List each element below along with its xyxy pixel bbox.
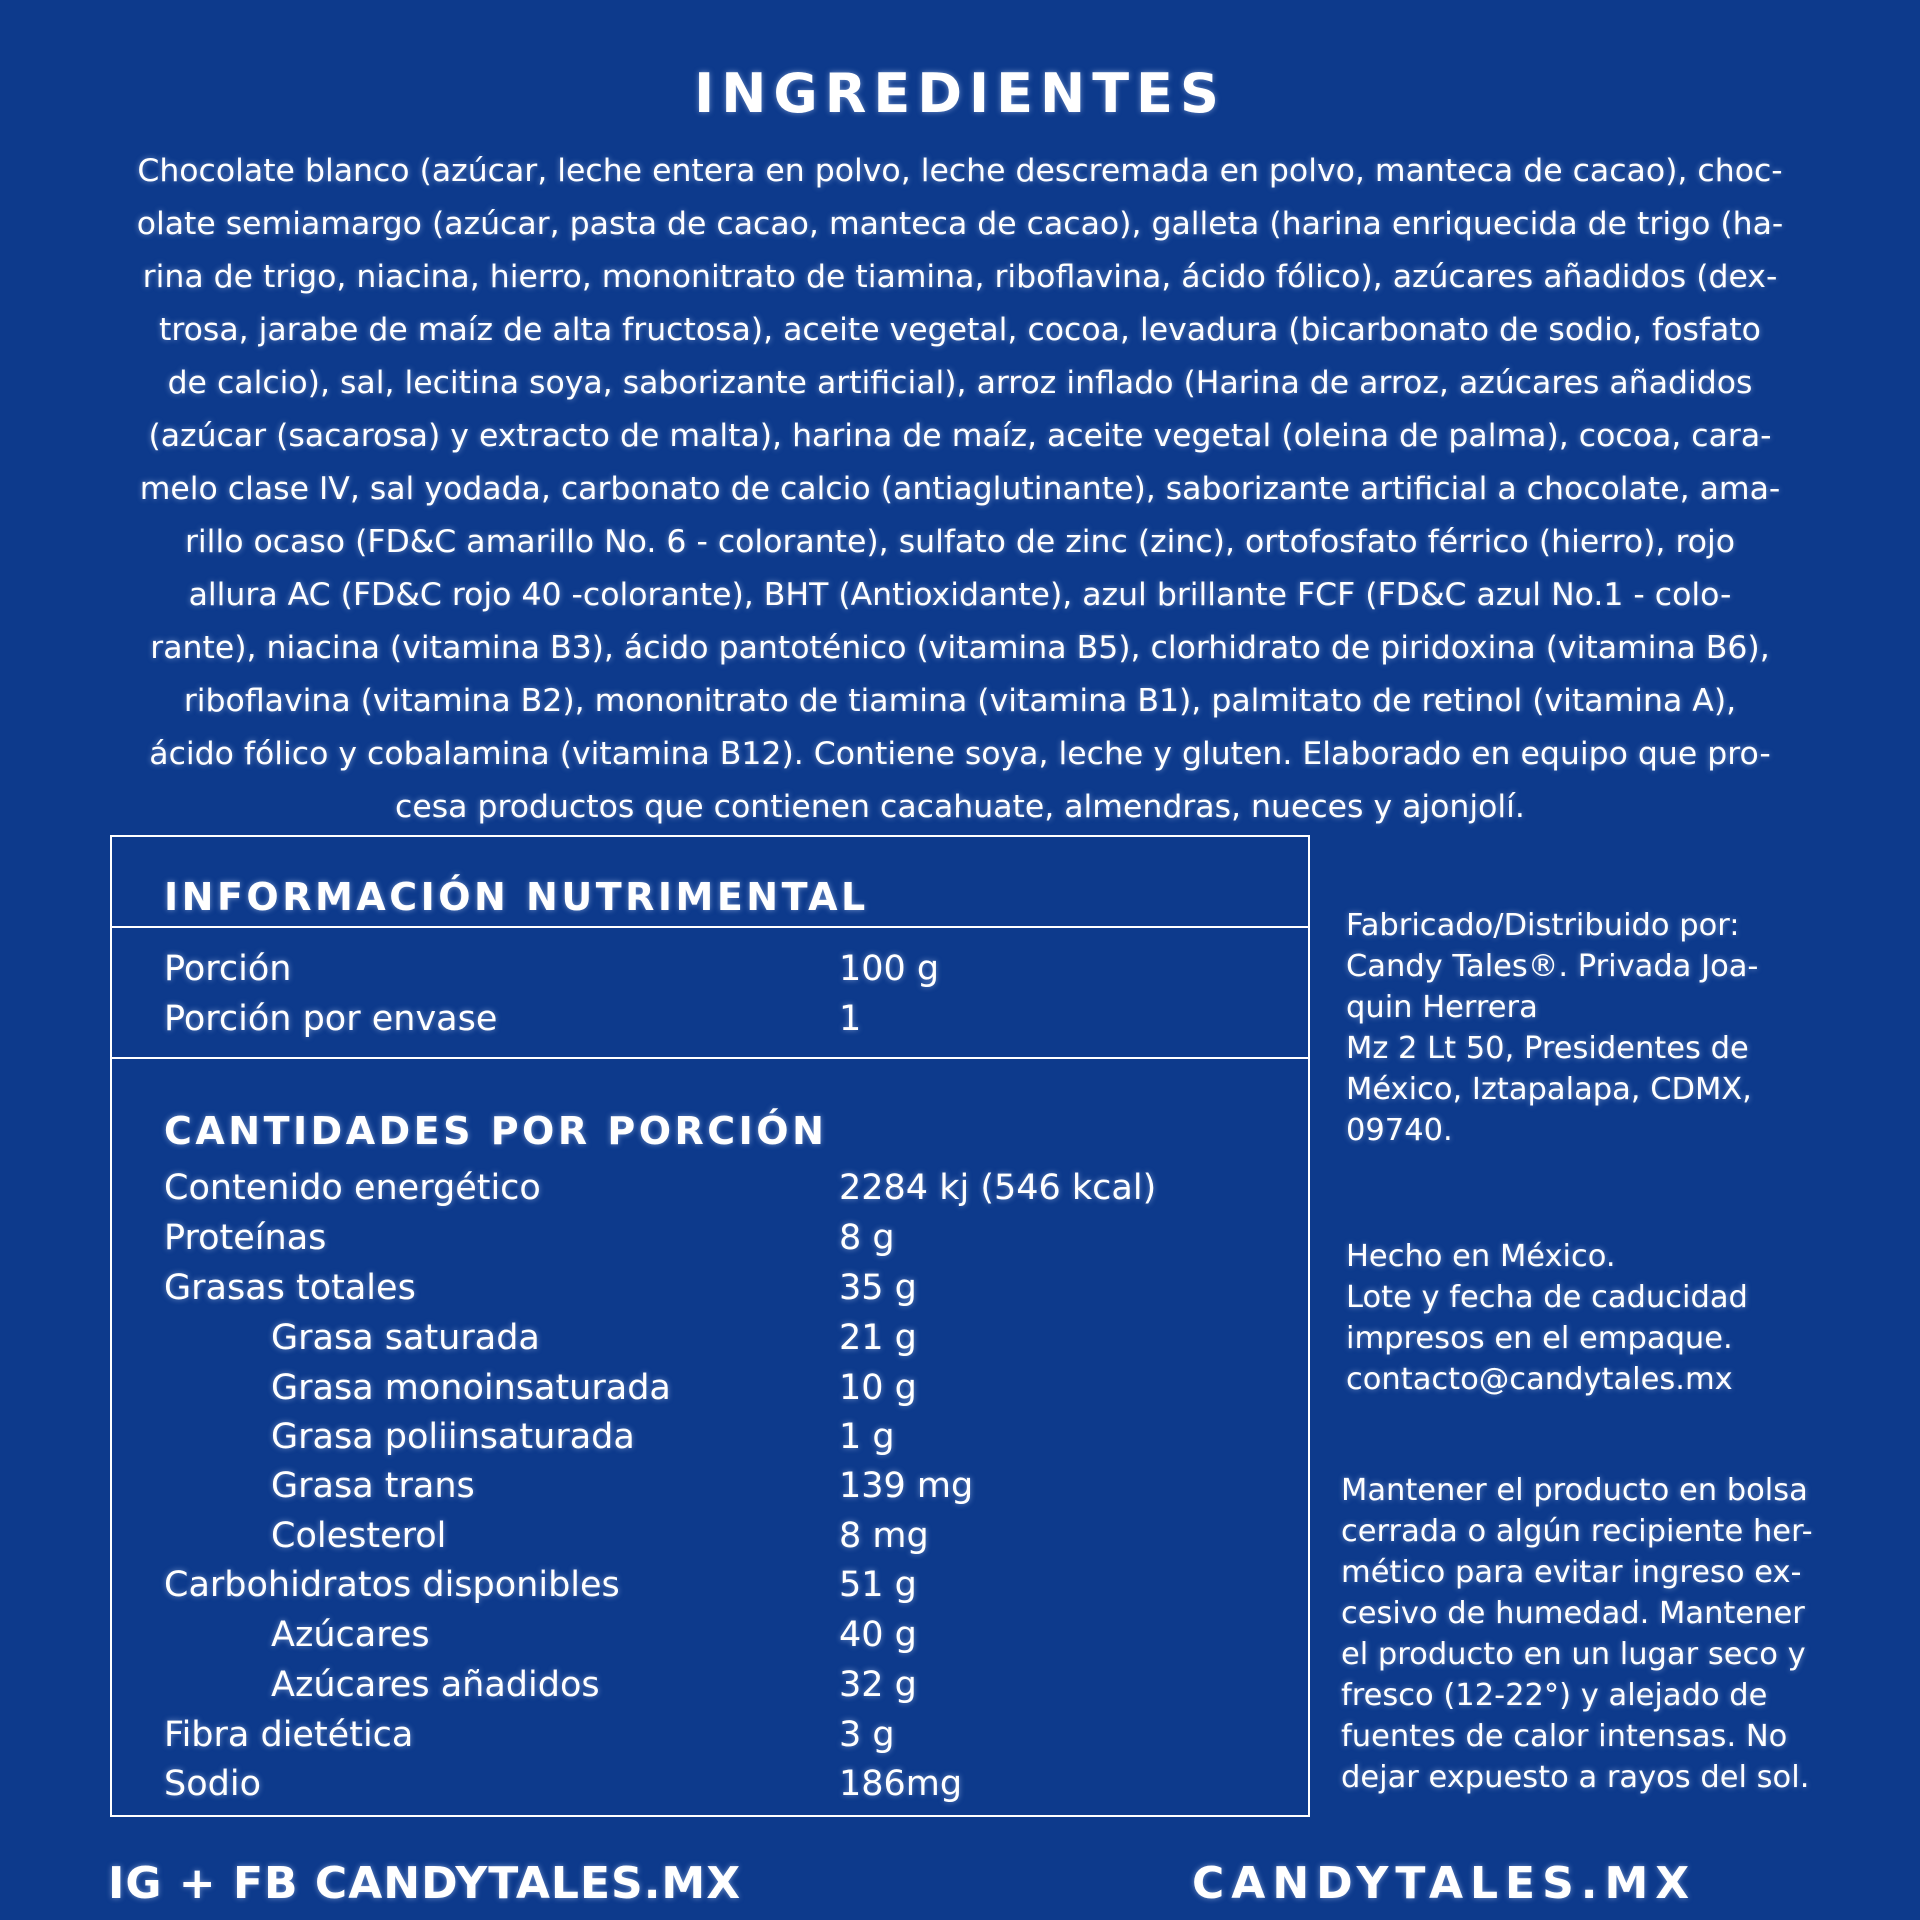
nutrient-row [164,1163,1264,1213]
nutrient-label: Sodio [164,1764,261,1804]
servings-per-pack-value: 1 [839,999,862,1039]
nutrient-row [164,1511,1264,1561]
origin-line: impresos en el empaque. [1346,1321,1733,1356]
nutrient-value: 21 g [839,1318,917,1358]
manufacturer-line: Candy Tales®. Privada Joa- [1346,949,1759,984]
ingredients-line: rina de trigo, niacina, hierro, mononitrato de tiamina, riboflavina, ácido fólico), azúcares añadidos (dex- [142,259,1778,295]
serving-row [164,944,1264,994]
nutrient-row [164,1363,1264,1413]
nutrient-label: Grasa saturada [271,1318,540,1358]
nutrient-value: 139 mg [839,1466,974,1506]
nutrient-value: 186mg [839,1764,963,1804]
nutrient-value: 32 g [839,1665,917,1705]
ingredients-line: Chocolate blanco (azúcar, leche entera en polvo, leche descremada en polvo, manteca de cacao), choc- [137,153,1783,189]
ingredients-line: rante), niacina (vitamina B3), ácido pantoténico (vitamina B5), clorhidrato de piridoxina (vitamina B6), [150,630,1770,666]
storage-line: fresco (12-22°) y alejado de [1341,1678,1768,1713]
nutrient-label: Carbohidratos disponibles [164,1565,620,1605]
ingredients-line: cesa productos que contienen cacahuate, almendras, nueces y ajonjolí. [395,789,1525,825]
nutrient-label: Proteínas [164,1218,327,1258]
storage-line: el producto en un lugar seco y [1341,1637,1806,1672]
nutrient-value: 3 g [839,1715,895,1755]
ingredients-line: allura AC (FD&C rojo 40 -colorante), BHT (Antioxidante), azul brillante FCF (FD&C azul No.1 - colo- [188,577,1732,613]
manufacturer-line: quin Herrera [1346,990,1538,1025]
nutrition-title: INFORMACIÓN NUTRIMENTAL [164,875,869,919]
nutrient-row [164,1313,1264,1363]
origin-line: Hecho en México. [1346,1239,1616,1274]
nutrient-value: 8 g [839,1218,895,1258]
origin-info [1346,1236,1748,1400]
nutrient-row [164,1213,1264,1263]
manufacturer-line: México, Iztapalapa, CDMX, [1346,1072,1752,1107]
nutrient-label: Grasa trans [271,1466,475,1506]
nutrient-label: Grasa monoinsaturada [271,1368,671,1408]
serving-value: 100 g [839,949,940,989]
nutrient-value: 51 g [839,1565,917,1605]
nutrient-row [164,1660,1264,1710]
manufacturer-line: 09740. [1346,1113,1453,1148]
amounts-title: CANTIDADES POR PORCIÓN [164,1109,828,1153]
serving-label: Porción [164,949,292,989]
storage-line: dejar expuesto a rayos del sol. [1341,1760,1810,1795]
storage-instructions [1341,1470,1813,1798]
nutrient-value: 2284 kj (546 kcal) [839,1168,1157,1208]
storage-line: Mantener el producto en bolsa [1341,1473,1808,1508]
nutrient-value: 40 g [839,1615,917,1655]
nutrition-facts-box [110,835,1310,1817]
ingredients-line: (azúcar (sacarosa) y extracto de malta), harina de maíz, aceite vegetal (oleina de palma), cocoa, cara- [148,418,1772,454]
nutrient-value: 35 g [839,1268,917,1308]
servings-per-pack-label: Porción por envase [164,999,498,1039]
nutrient-label: Grasas totales [164,1268,416,1308]
origin-line: Lote y fecha de caducidad [1346,1280,1748,1315]
ingredients-line: de calcio), sal, lecitina soya, saborizante artificial), arroz inflado (Harina de arroz, azúcares añadidos [167,365,1753,401]
manufacturer-info [1346,905,1758,1151]
nutrient-value: 8 mg [839,1516,929,1556]
ingredients-line: riboflavina (vitamina B2), mononitrato de tiamina (vitamina B1), palmitato de retinol (vitamina A), [183,683,1737,719]
ingredients-text [120,145,1800,834]
ingredients-line: trosa, jarabe de maíz de alta fructosa), aceite vegetal, cocoa, levadura (bicarbonato de sodio, fosfato [159,312,1761,348]
nutrient-label: Grasa poliinsaturada [271,1417,635,1457]
nutrient-row [164,1412,1264,1462]
nutrient-row [164,1263,1264,1313]
nutrient-label: Colesterol [271,1516,447,1556]
ingredients-line: melo clase IV, sal yodada, carbonato de calcio (antiaglutinante), saborizante artificial a chocolate, ama- [139,471,1781,507]
nutrient-row [164,1759,1264,1809]
nutrient-label: Azúcares [271,1615,430,1655]
storage-line: mético para evitar ingreso ex- [1341,1555,1802,1590]
storage-line: cesivo de humedad. Mantener [1341,1596,1805,1631]
ingredients-line: rillo ocaso (FD&C amarillo No. 6 - colorante), sulfato de zinc (zinc), ortofosfato férrico (hierro), rojo [184,524,1736,560]
storage-line: cerrada o algún recipiente her- [1341,1514,1813,1549]
nutrient-label: Azúcares añadidos [271,1665,600,1705]
nutrient-value: 10 g [839,1368,917,1408]
nutrient-row [164,1461,1264,1511]
website-url: CANDYTALES.MX [1192,1858,1697,1909]
nutrient-row [164,1610,1264,1660]
nutrient-row [164,1710,1264,1760]
divider [112,1057,1308,1059]
ingredients-line: ácido fólico y cobalamina (vitamina B12). Contiene soya, leche y gluten. Elaborado en equipo que pro- [149,736,1771,772]
ingredients-line: olate semiamargo (azúcar, pasta de cacao, manteca de cacao), galleta (harina enriquecida de trigo (ha- [136,206,1784,242]
social-handle: IG + FB CANDYTALES.MX [108,1858,742,1909]
manufacturer-line: Mz 2 Lt 50, Presidentes de [1346,1031,1749,1066]
ingredients-title: INGREDIENTES [694,62,1226,125]
storage-line: fuentes de calor intensas. No [1341,1719,1788,1754]
divider [112,926,1308,928]
nutrient-row [164,1560,1264,1610]
nutrient-label: Fibra dietética [164,1715,414,1755]
nutrient-label: Contenido energético [164,1168,541,1208]
origin-line: contacto@candytales.mx [1346,1362,1733,1397]
manufacturer-line: Fabricado/Distribuido por: [1346,908,1740,943]
nutrient-value: 1 g [839,1417,895,1457]
servings-per-pack-row [164,994,1264,1044]
